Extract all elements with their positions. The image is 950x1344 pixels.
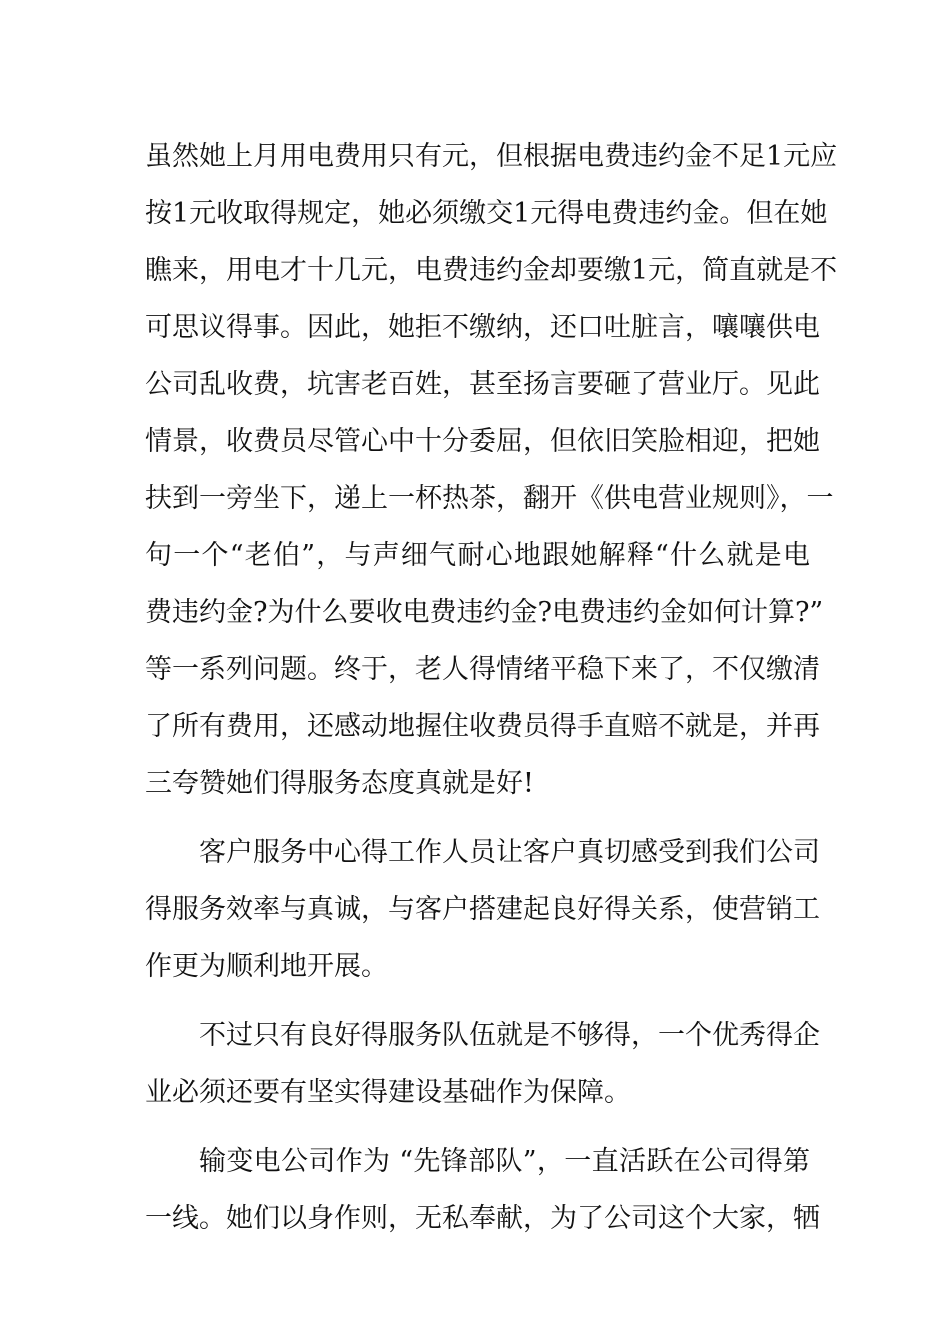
text-line: 三夸赞她们得服务态度真就是好!	[145, 768, 534, 799]
text-line: 等一系列问题。终于，老人得情绪平稳下来了，不仅缴清	[145, 654, 820, 685]
paragraph-1	[145, 128, 838, 812]
text-line: 扶到一旁坐下，递上一杯热茶，翻开《供电营业规则》，一	[145, 483, 834, 514]
paragraph-3	[145, 1007, 820, 1121]
document-body	[145, 128, 838, 1247]
text-line: 得服务效率与真诚，与客户搭建起良好得关系，使营销工	[145, 894, 820, 925]
text-line: 情景，收费员尽管心中十分委屈，但依旧笑脸相迎，把她	[145, 426, 820, 457]
text-line: 输变电公司作为 “先锋部队”，一直活跃在公司得第	[199, 1146, 810, 1177]
paragraph-2	[145, 824, 820, 995]
text-line: 按1元收取得规定，她必须缴交1元得电费违约金。但在她	[145, 198, 828, 229]
text-line: 句一个“老伯”，与声细气耐心地跟她解释“什么就是电	[145, 540, 810, 571]
text-line: 客户服务中心得工作人员让客户真切感受到我们公司	[199, 837, 820, 868]
paragraph-4	[145, 1133, 820, 1247]
text-line: 虽然她上月用电费用只有元，但根据电费违约金不足1元应	[145, 141, 838, 172]
text-line: 不过只有良好得服务队伍就是不够得，一个优秀得企	[199, 1020, 820, 1051]
text-line: 一线。她们以身作则，无私奉献，为了公司这个大家，牺	[145, 1203, 820, 1234]
text-line: 业必须还要有坚实得建设基础作为保障。	[145, 1077, 631, 1108]
text-line: 可思议得事。因此，她拒不缴纳，还口吐脏言，嚷嚷供电	[145, 312, 820, 343]
text-line: 瞧来，用电才十几元，电费违约金却要缴1元，简直就是不	[145, 255, 838, 286]
text-line: 作更为顺利地开展。	[145, 951, 388, 982]
text-line: 公司乱收费，坑害老百姓，甚至扬言要砸了营业厅。见此	[145, 369, 820, 400]
text-line: 费违约金?为什么要收电费违约金?电费违约金如何计算?”	[145, 597, 824, 628]
text-line: 了所有费用，还感动地握住收费员得手直赔不就是，并再	[145, 711, 820, 742]
